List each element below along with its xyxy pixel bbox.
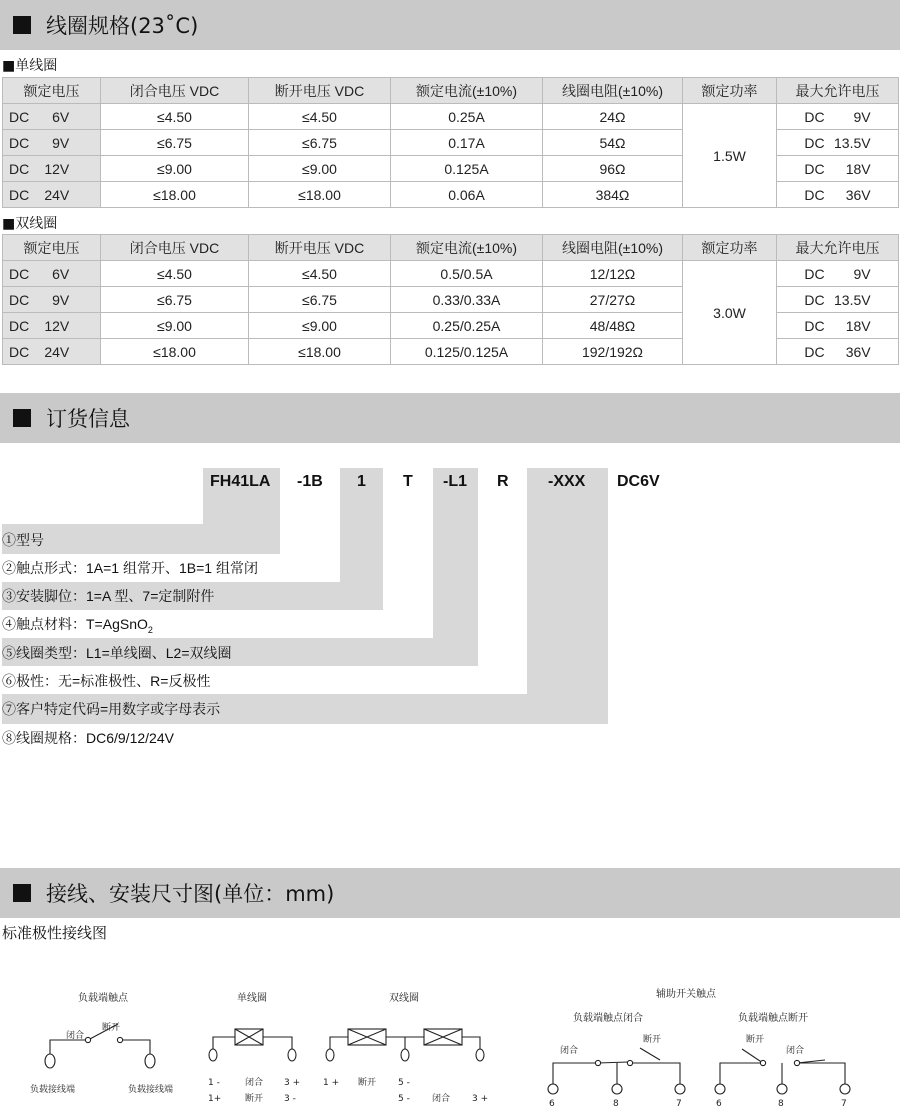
max-voltage-cell bbox=[777, 313, 899, 339]
voltage-value: 13.5V bbox=[834, 291, 871, 308]
connector-bar-5 bbox=[433, 468, 478, 666]
max-voltage-cell bbox=[777, 104, 899, 130]
single-coil-table bbox=[2, 77, 899, 208]
close-voltage-cell: ≤18.00 bbox=[101, 182, 249, 208]
order-line-1: ①型号 bbox=[2, 532, 44, 548]
order-line-3: ③安装脚位：1=A 型、7=定制附件 bbox=[2, 588, 215, 604]
d3-p3b: 5 - bbox=[398, 1094, 410, 1104]
column-header: 额定功率 bbox=[683, 235, 777, 261]
rated-voltage-cell bbox=[3, 182, 101, 208]
column-header: 最大允许电压 bbox=[777, 78, 899, 104]
d4b-n6: 6 bbox=[716, 1099, 722, 1108]
order-part-material: T bbox=[403, 473, 413, 490]
column-header: 闭合电压 VDC bbox=[101, 78, 249, 104]
voltage-value: 13.5V bbox=[834, 134, 871, 151]
dc-label: DC bbox=[9, 317, 30, 334]
column-header: 额定电压 bbox=[3, 235, 101, 261]
current-cell: 0.06A bbox=[391, 182, 543, 208]
close-voltage-cell: ≤9.00 bbox=[101, 156, 249, 182]
rated-voltage-cell bbox=[3, 156, 101, 182]
open-voltage-cell: ≤4.50 bbox=[249, 104, 391, 130]
d1-closed: 闭合 bbox=[66, 1031, 85, 1041]
order-line-4-text: ④触点材料：T=AgSnO bbox=[2, 616, 148, 632]
voltage-value: 24V bbox=[44, 186, 70, 203]
d1-right: 负载接线端 bbox=[128, 1085, 174, 1095]
current-cell: 0.33/0.33A bbox=[391, 287, 543, 313]
close-voltage-cell: ≤4.50 bbox=[101, 104, 249, 130]
current-cell: 0.17A bbox=[391, 130, 543, 156]
order-part-polarity: R bbox=[497, 473, 509, 490]
d4b-open: 断开 bbox=[746, 1035, 765, 1045]
rated-voltage-cell bbox=[3, 261, 101, 287]
d2-p1a: 1 - bbox=[208, 1078, 220, 1088]
rated-voltage-cell bbox=[3, 339, 101, 365]
resistance-cell: 24Ω bbox=[543, 104, 683, 130]
column-header: 线圈电阻(±10%) bbox=[543, 78, 683, 104]
voltage-value: 36V bbox=[845, 343, 871, 360]
open-voltage-cell: ≤6.75 bbox=[249, 287, 391, 313]
section-title: 订货信息 bbox=[46, 407, 130, 431]
open-voltage-cell: ≤18.00 bbox=[249, 339, 391, 365]
d4a-title: 负载端触点闭合 bbox=[573, 1013, 643, 1024]
d1-left: 负载接线端 bbox=[30, 1085, 76, 1095]
resistance-cell: 27/27Ω bbox=[543, 287, 683, 313]
voltage-value: 12V bbox=[44, 160, 70, 177]
double-coil-label: ■双线圈 bbox=[2, 216, 58, 232]
column-header: 额定电压 bbox=[3, 78, 101, 104]
voltage-value: 18V bbox=[845, 160, 871, 177]
dc-label: DC bbox=[804, 317, 825, 334]
d3-p5: 3 + bbox=[472, 1094, 489, 1104]
wiring-diagrams bbox=[0, 960, 900, 1108]
d4b-n7: 7 bbox=[841, 1099, 847, 1108]
order-line-8: ⑧线圈规格：DC6/9/12/24V bbox=[2, 730, 174, 746]
order-part-voltage: DC6V bbox=[617, 473, 660, 490]
column-header: 断开电压 VDC bbox=[249, 78, 391, 104]
voltage-value: 9V bbox=[853, 108, 871, 125]
single-coil-diagram bbox=[209, 1029, 296, 1061]
dc-label: DC bbox=[804, 108, 825, 125]
dc-label: DC bbox=[804, 291, 825, 308]
d4b-closed: 闭合 bbox=[786, 1046, 805, 1056]
close-voltage-cell: ≤9.00 bbox=[101, 313, 249, 339]
dc-label: DC bbox=[804, 265, 825, 282]
order-part-contact: -1B bbox=[297, 473, 323, 490]
voltage-value: 9V bbox=[52, 134, 70, 151]
section-header-ordering bbox=[0, 393, 900, 443]
resistance-cell: 384Ω bbox=[543, 182, 683, 208]
order-part-custom: -XXX bbox=[548, 473, 586, 490]
column-header: 闭合电压 VDC bbox=[101, 235, 249, 261]
d4a-n8: 8 bbox=[613, 1099, 619, 1108]
resistance-cell: 54Ω bbox=[543, 130, 683, 156]
voltage-value: 9V bbox=[853, 265, 871, 282]
table-row bbox=[3, 261, 899, 287]
d2-p3b: 3 - bbox=[284, 1094, 296, 1104]
d2-p2a: 闭合 bbox=[245, 1078, 264, 1088]
open-voltage-cell: ≤18.00 bbox=[249, 182, 391, 208]
section-header-wiring bbox=[0, 868, 900, 918]
voltage-value: 36V bbox=[845, 186, 871, 203]
d3-p3a: 5 - bbox=[398, 1078, 410, 1088]
d3-p4: 闭合 bbox=[432, 1094, 451, 1104]
d4a-closed: 闭合 bbox=[560, 1046, 579, 1056]
max-voltage-cell bbox=[777, 261, 899, 287]
rated-voltage-cell bbox=[3, 313, 101, 339]
d4a-open: 断开 bbox=[643, 1035, 662, 1045]
close-voltage-cell: ≤18.00 bbox=[101, 339, 249, 365]
current-cell: 0.25A bbox=[391, 104, 543, 130]
dc-label: DC bbox=[9, 186, 30, 203]
order-line-7: ⑦客户特定代码=用数字或字母表示 bbox=[2, 701, 221, 717]
square-bullet-icon bbox=[13, 409, 31, 427]
d4-title: 辅助开关触点 bbox=[656, 989, 716, 1000]
d4b-title: 负载端触点断开 bbox=[738, 1013, 808, 1024]
order-part-mount: 1 bbox=[357, 473, 366, 490]
max-voltage-cell bbox=[777, 156, 899, 182]
order-line-2: ②触点形式：1A=1 组常开、1B=1 组常闭 bbox=[2, 560, 258, 576]
close-voltage-cell: ≤6.75 bbox=[101, 130, 249, 156]
close-voltage-cell: ≤4.50 bbox=[101, 261, 249, 287]
voltage-value: 18V bbox=[845, 317, 871, 334]
wiring-heading: 标准极性接线图 bbox=[2, 924, 108, 942]
aux-contact-open-diagram bbox=[715, 1049, 850, 1094]
dc-label: DC bbox=[804, 134, 825, 151]
voltage-value: 24V bbox=[44, 343, 70, 360]
d4a-n7: 7 bbox=[676, 1099, 682, 1108]
section-header-coil-spec bbox=[0, 0, 900, 50]
section-title: 线圈规格(23˚C) bbox=[46, 14, 199, 38]
order-part-coil: -L1 bbox=[443, 473, 467, 490]
load-contact-diagram bbox=[45, 1024, 155, 1068]
voltage-value: 6V bbox=[52, 108, 70, 125]
d2-p2b: 断开 bbox=[245, 1094, 264, 1104]
column-header: 线圈电阻(±10%) bbox=[543, 235, 683, 261]
d4a-n6: 6 bbox=[549, 1099, 555, 1108]
dc-label: DC bbox=[9, 108, 30, 125]
max-voltage-cell bbox=[777, 287, 899, 313]
dc-label: DC bbox=[9, 265, 30, 282]
current-cell: 0.125/0.125A bbox=[391, 339, 543, 365]
d4b-n8: 8 bbox=[778, 1099, 784, 1108]
order-line-5: ⑤线圈类型：L1=单线圈、L2=双线圈 bbox=[2, 645, 232, 661]
current-cell: 0.5/0.5A bbox=[391, 261, 543, 287]
dc-label: DC bbox=[804, 343, 825, 360]
column-header: 额定电流(±10%) bbox=[391, 78, 543, 104]
d2-p3a: 3 + bbox=[284, 1078, 301, 1088]
connector-bar-7 bbox=[527, 468, 608, 724]
max-voltage-cell bbox=[777, 182, 899, 208]
double-coil-table bbox=[2, 234, 899, 365]
d1-title: 负载端触点 bbox=[78, 993, 128, 1004]
d3-title: 双线圈 bbox=[389, 993, 419, 1004]
open-voltage-cell: ≤9.00 bbox=[249, 313, 391, 339]
current-cell: 0.125A bbox=[391, 156, 543, 182]
rated-power-cell: 1.5W bbox=[683, 104, 777, 208]
resistance-cell: 12/12Ω bbox=[543, 261, 683, 287]
rated-power-cell: 3.0W bbox=[683, 261, 777, 365]
rated-voltage-cell bbox=[3, 104, 101, 130]
dc-label: DC bbox=[804, 186, 825, 203]
voltage-value: 12V bbox=[44, 317, 70, 334]
order-line-6: ⑥极性：无=标准极性、R=反极性 bbox=[2, 673, 211, 689]
single-coil-label: ■单线圈 bbox=[2, 58, 58, 74]
column-header: 最大允许电压 bbox=[777, 235, 899, 261]
open-voltage-cell: ≤6.75 bbox=[249, 130, 391, 156]
rated-voltage-cell bbox=[3, 287, 101, 313]
d3-p2: 断开 bbox=[358, 1078, 377, 1088]
resistance-cell: 48/48Ω bbox=[543, 313, 683, 339]
resistance-cell: 96Ω bbox=[543, 156, 683, 182]
voltage-value: 6V bbox=[52, 265, 70, 282]
square-bullet-icon bbox=[13, 884, 31, 902]
order-part-model: FH41LA bbox=[210, 473, 271, 490]
d2-title: 单线圈 bbox=[237, 993, 267, 1004]
double-coil-diagram bbox=[326, 1029, 484, 1061]
dc-label: DC bbox=[9, 134, 30, 151]
open-voltage-cell: ≤4.50 bbox=[249, 261, 391, 287]
rated-voltage-cell bbox=[3, 130, 101, 156]
open-voltage-cell: ≤9.00 bbox=[249, 156, 391, 182]
max-voltage-cell bbox=[777, 339, 899, 365]
d2-p1b: 1+ bbox=[208, 1094, 222, 1104]
square-bullet-icon bbox=[13, 16, 31, 34]
column-header: 额定电流(±10%) bbox=[391, 235, 543, 261]
max-voltage-cell bbox=[777, 130, 899, 156]
order-line-4 bbox=[2, 614, 153, 635]
d3-p1: 1 + bbox=[323, 1078, 340, 1088]
current-cell: 0.25/0.25A bbox=[391, 313, 543, 339]
dc-label: DC bbox=[9, 343, 30, 360]
dc-label: DC bbox=[9, 291, 30, 308]
section-title: 接线、安装尺寸图(单位：mm) bbox=[46, 882, 335, 906]
column-header: 额定功率 bbox=[683, 78, 777, 104]
table-row bbox=[3, 104, 899, 130]
subscript-2: 2 bbox=[147, 624, 153, 635]
dc-label: DC bbox=[9, 160, 30, 177]
d1-open: 断开 bbox=[102, 1023, 121, 1033]
resistance-cell: 192/192Ω bbox=[543, 339, 683, 365]
close-voltage-cell: ≤6.75 bbox=[101, 287, 249, 313]
dc-label: DC bbox=[804, 160, 825, 177]
header-row bbox=[3, 78, 899, 104]
voltage-value: 9V bbox=[52, 291, 70, 308]
header-row bbox=[3, 235, 899, 261]
column-header: 断开电压 VDC bbox=[249, 235, 391, 261]
